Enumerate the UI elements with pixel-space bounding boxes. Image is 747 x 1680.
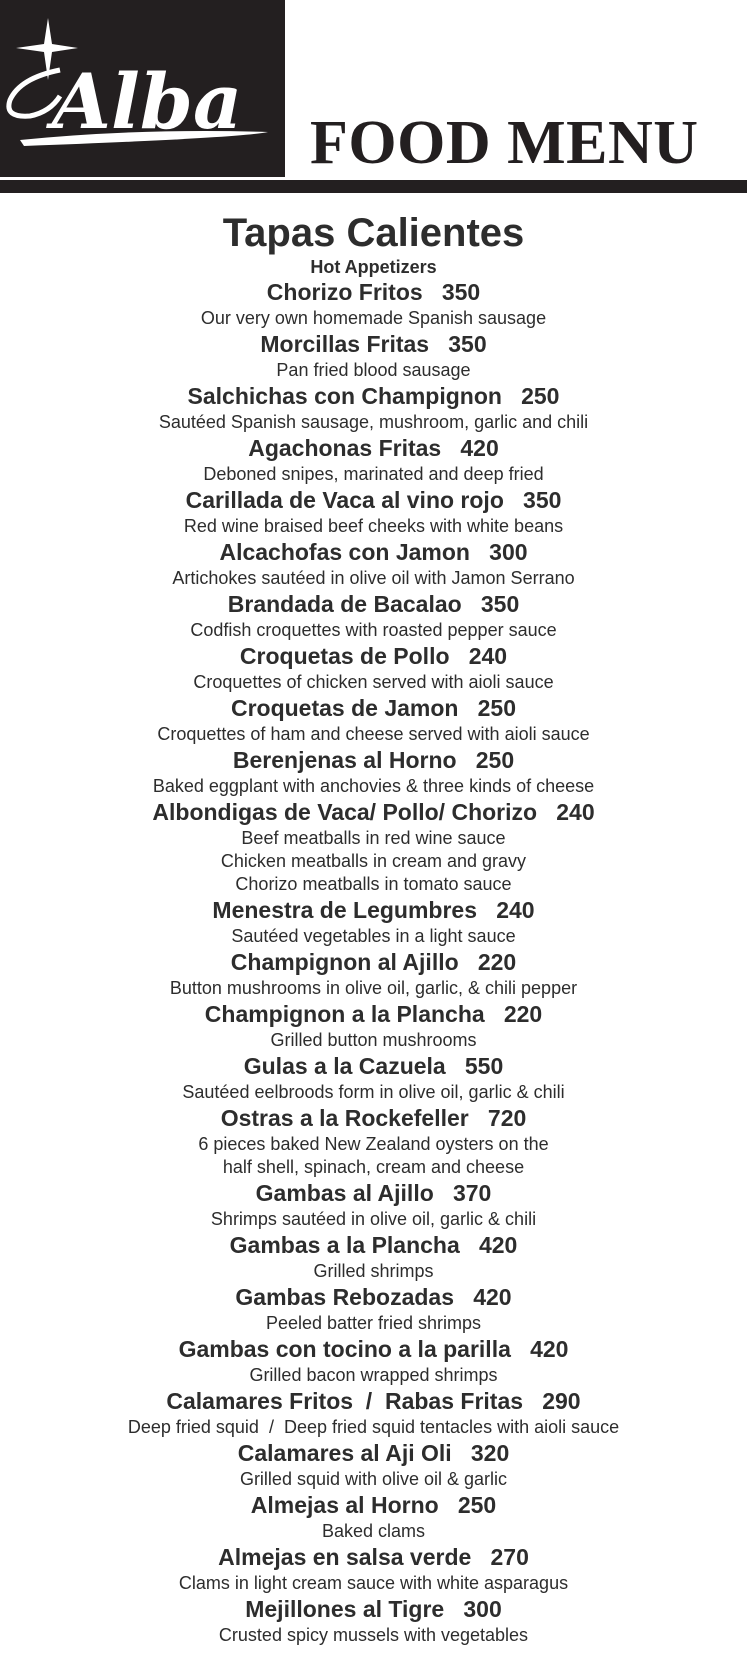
menu-item-heading xyxy=(0,1439,747,1468)
menu-item-description: Grilled shrimps xyxy=(313,1261,434,1281)
menu-item-description: Grilled squid with olive oil & garlic xyxy=(239,1469,508,1489)
menu-item-description: Deep fried squid / Deep fried squid tentacles with aioli sauce xyxy=(127,1417,620,1437)
menu-item xyxy=(0,590,747,642)
menu-item xyxy=(0,1387,747,1439)
menu-item-name: Albondigas de Vaca/ Pollo/ Chorizo xyxy=(152,799,538,825)
menu-item-price: 550 xyxy=(464,1053,504,1079)
menu-item-heading xyxy=(0,1543,747,1572)
menu-item-description: Chorizo meatballs in tomato sauce xyxy=(235,874,512,894)
menu-item-name: Alcachofas con Jamon xyxy=(219,539,470,565)
menu-item-price: 350 xyxy=(523,487,562,513)
menu-item xyxy=(0,278,747,330)
menu-content xyxy=(0,210,747,1647)
menu-item-description: Grilled bacon wrapped shrimps xyxy=(249,1365,498,1385)
menu-item-price: 350 xyxy=(448,331,487,357)
menu-item-price: 720 xyxy=(487,1105,527,1131)
menu-item-heading xyxy=(0,642,747,671)
menu-item-description: Sautéed Spanish sausage, mushroom, garlic and chili xyxy=(158,412,589,432)
menu-item-price: 240 xyxy=(496,897,535,923)
menu-item-description: 6 pieces baked New Zealand oysters on the xyxy=(198,1134,549,1154)
menu-item-heading xyxy=(0,278,747,307)
menu-item-description: Croquettes of ham and cheese served with aioli sauce xyxy=(157,724,590,744)
menu-item-list xyxy=(0,278,747,1647)
menu-item-description: Sautéed eelbroods form in olive oil, garlic & chili xyxy=(182,1082,565,1102)
menu-item-name: Menestra de Legumbres xyxy=(212,897,478,923)
menu-item xyxy=(0,642,747,694)
menu-item-name: Champignon al Ajillo xyxy=(230,949,459,975)
menu-item xyxy=(0,1491,747,1543)
menu-item xyxy=(0,746,747,798)
menu-item-price: 290 xyxy=(542,1388,581,1414)
menu-item-heading xyxy=(0,896,747,925)
menu-item-price: 350 xyxy=(480,591,520,617)
menu-item-description: Clams in light cream sauce with white asparagus xyxy=(178,1573,569,1593)
logo-text: Alba xyxy=(52,57,243,146)
section-title: Tapas Calientes xyxy=(222,211,525,255)
menu-item-price: 320 xyxy=(470,1440,510,1466)
menu-item-heading xyxy=(0,1104,747,1133)
menu-item xyxy=(0,434,747,486)
menu-item xyxy=(0,330,747,382)
menu-item-heading xyxy=(0,798,747,827)
menu-item-price: 300 xyxy=(489,539,528,565)
menu-item-description: Baked clams xyxy=(321,1521,426,1541)
menu-item-description: Pan fried blood sausage xyxy=(276,360,471,380)
menu-item-price: 420 xyxy=(473,1284,512,1310)
menu-item-name: Calamares Fritos / Rabas Fritas xyxy=(166,1388,524,1414)
menu-item-name: Croquetas de Jamon xyxy=(230,695,459,721)
menu-item-description: Crusted spicy mussels with vegetables xyxy=(218,1625,529,1645)
menu-item xyxy=(0,1052,747,1104)
menu-item xyxy=(0,382,747,434)
menu-item-name: Gambas a la Plancha xyxy=(229,1232,460,1258)
menu-item xyxy=(0,1595,747,1647)
menu-item-price: 220 xyxy=(477,949,517,975)
menu-item-description: Deboned snipes, marinated and deep fried xyxy=(203,464,544,484)
menu-item-name: Gambas Rebozadas xyxy=(235,1284,455,1310)
menu-item-heading xyxy=(0,590,747,619)
menu-item-name: Almejas en salsa verde xyxy=(218,1544,472,1570)
menu-item-price: 240 xyxy=(468,643,508,669)
menu-item xyxy=(0,896,747,948)
menu-item xyxy=(0,1335,747,1387)
menu-item-price: 420 xyxy=(530,1336,569,1362)
menu-item-name: Brandada de Bacalao xyxy=(227,591,462,617)
menu-item-price: 240 xyxy=(556,799,595,825)
menu-item-description: half shell, spinach, cream and cheese xyxy=(222,1157,525,1177)
menu-item-description: Artichokes sautéed in olive oil with Jamon Serrano xyxy=(172,568,575,588)
menu-item-heading xyxy=(0,486,747,515)
menu-item xyxy=(0,948,747,1000)
page-title: FOOD MENU xyxy=(310,109,699,177)
menu-item xyxy=(0,1231,747,1283)
section-subtitle: Hot Appetizers xyxy=(310,257,437,277)
menu-item-heading xyxy=(0,382,747,411)
menu-item-heading xyxy=(0,1595,747,1624)
menu-item-description: Croquettes of chicken served with aioli sauce xyxy=(193,672,554,692)
menu-item-heading xyxy=(0,1179,747,1208)
menu-item-heading xyxy=(0,434,747,463)
logo xyxy=(0,0,285,177)
menu-item xyxy=(0,1439,747,1491)
menu-item-description: Our very own homemade Spanish sausage xyxy=(200,308,547,328)
menu-item-name: Morcillas Fritas xyxy=(260,331,430,357)
menu-item-name: Agachonas Fritas xyxy=(248,435,442,461)
menu-item-name: Croquetas de Pollo xyxy=(239,643,450,669)
menu-item-description: Button mushrooms in olive oil, garlic, & chili pepper xyxy=(169,978,578,998)
menu-item-name: Calamares al Aji Oli xyxy=(237,1440,452,1466)
menu-item-description: Shrimps sautéed in olive oil, garlic & chili xyxy=(210,1209,537,1229)
menu-item-price: 350 xyxy=(441,279,481,305)
menu-item-name: Salchichas con Champignon xyxy=(187,383,502,409)
menu-item xyxy=(0,486,747,538)
menu-item-heading xyxy=(0,330,747,359)
menu-item-description: Codfish croquettes with roasted pepper sauce xyxy=(190,620,557,640)
menu-item-heading xyxy=(0,1000,747,1029)
menu-item-price: 250 xyxy=(477,695,517,721)
menu-item xyxy=(0,798,747,896)
menu-item-description: Sautéed vegetables in a light sauce xyxy=(231,926,516,946)
menu-item-heading xyxy=(0,1335,747,1364)
menu-item-heading xyxy=(0,538,747,567)
menu-item-heading xyxy=(0,1387,747,1416)
menu-item-name: Berenjenas al Horno xyxy=(232,747,457,773)
menu-item-heading xyxy=(0,948,747,977)
menu-item xyxy=(0,1543,747,1595)
menu-item-name: Carillada de Vaca al vino rojo xyxy=(185,487,504,513)
menu-item xyxy=(0,1283,747,1335)
header-divider xyxy=(0,180,747,193)
menu-item-heading xyxy=(0,746,747,775)
menu-item-heading xyxy=(0,694,747,723)
menu-item-price: 370 xyxy=(452,1180,492,1206)
menu-item xyxy=(0,1104,747,1179)
menu-item-name: Almejas al Horno xyxy=(250,1492,439,1518)
menu-item xyxy=(0,1000,747,1052)
menu-item-name: Champignon a la Plancha xyxy=(204,1001,485,1027)
menu-item-heading xyxy=(0,1052,747,1081)
menu-item-description: Red wine braised beef cheeks with white beans xyxy=(183,516,564,536)
menu-item-description: Peeled batter fried shrimps xyxy=(265,1313,482,1333)
menu-item-price: 420 xyxy=(460,435,499,461)
menu-item-description: Baked eggplant with anchovies & three kinds of cheese xyxy=(152,776,595,796)
menu-item-price: 270 xyxy=(490,1544,529,1570)
menu-item-description: Chicken meatballs in cream and gravy xyxy=(220,851,527,871)
menu-item-price: 250 xyxy=(521,383,560,409)
menu-item-name: Mejillones al Tigre xyxy=(245,1596,445,1622)
menu-item-name: Gambas al Ajillo xyxy=(255,1180,434,1206)
menu-item xyxy=(0,538,747,590)
menu-item-heading xyxy=(0,1491,747,1520)
menu-item-description: Grilled button mushrooms xyxy=(270,1030,477,1050)
menu-item xyxy=(0,1179,747,1231)
menu-item-name: Ostras a la Rockefeller xyxy=(220,1105,469,1131)
menu-item-name: Gulas a la Cazuela xyxy=(243,1053,446,1079)
menu-item-price: 250 xyxy=(457,1492,497,1518)
menu-item-price: 250 xyxy=(475,747,515,773)
alba-logo-graphic xyxy=(0,0,285,177)
menu-item-heading xyxy=(0,1231,747,1260)
menu-item xyxy=(0,694,747,746)
menu-item-price: 420 xyxy=(478,1232,518,1258)
menu-item-price: 220 xyxy=(503,1001,543,1027)
menu-item-name: Gambas con tocino a la parilla xyxy=(178,1336,511,1362)
menu-item-description: Beef meatballs in red wine sauce xyxy=(241,828,506,848)
menu-item-name: Chorizo Fritos xyxy=(266,279,423,305)
menu-item-price: 300 xyxy=(463,1596,502,1622)
menu-item-heading xyxy=(0,1283,747,1312)
